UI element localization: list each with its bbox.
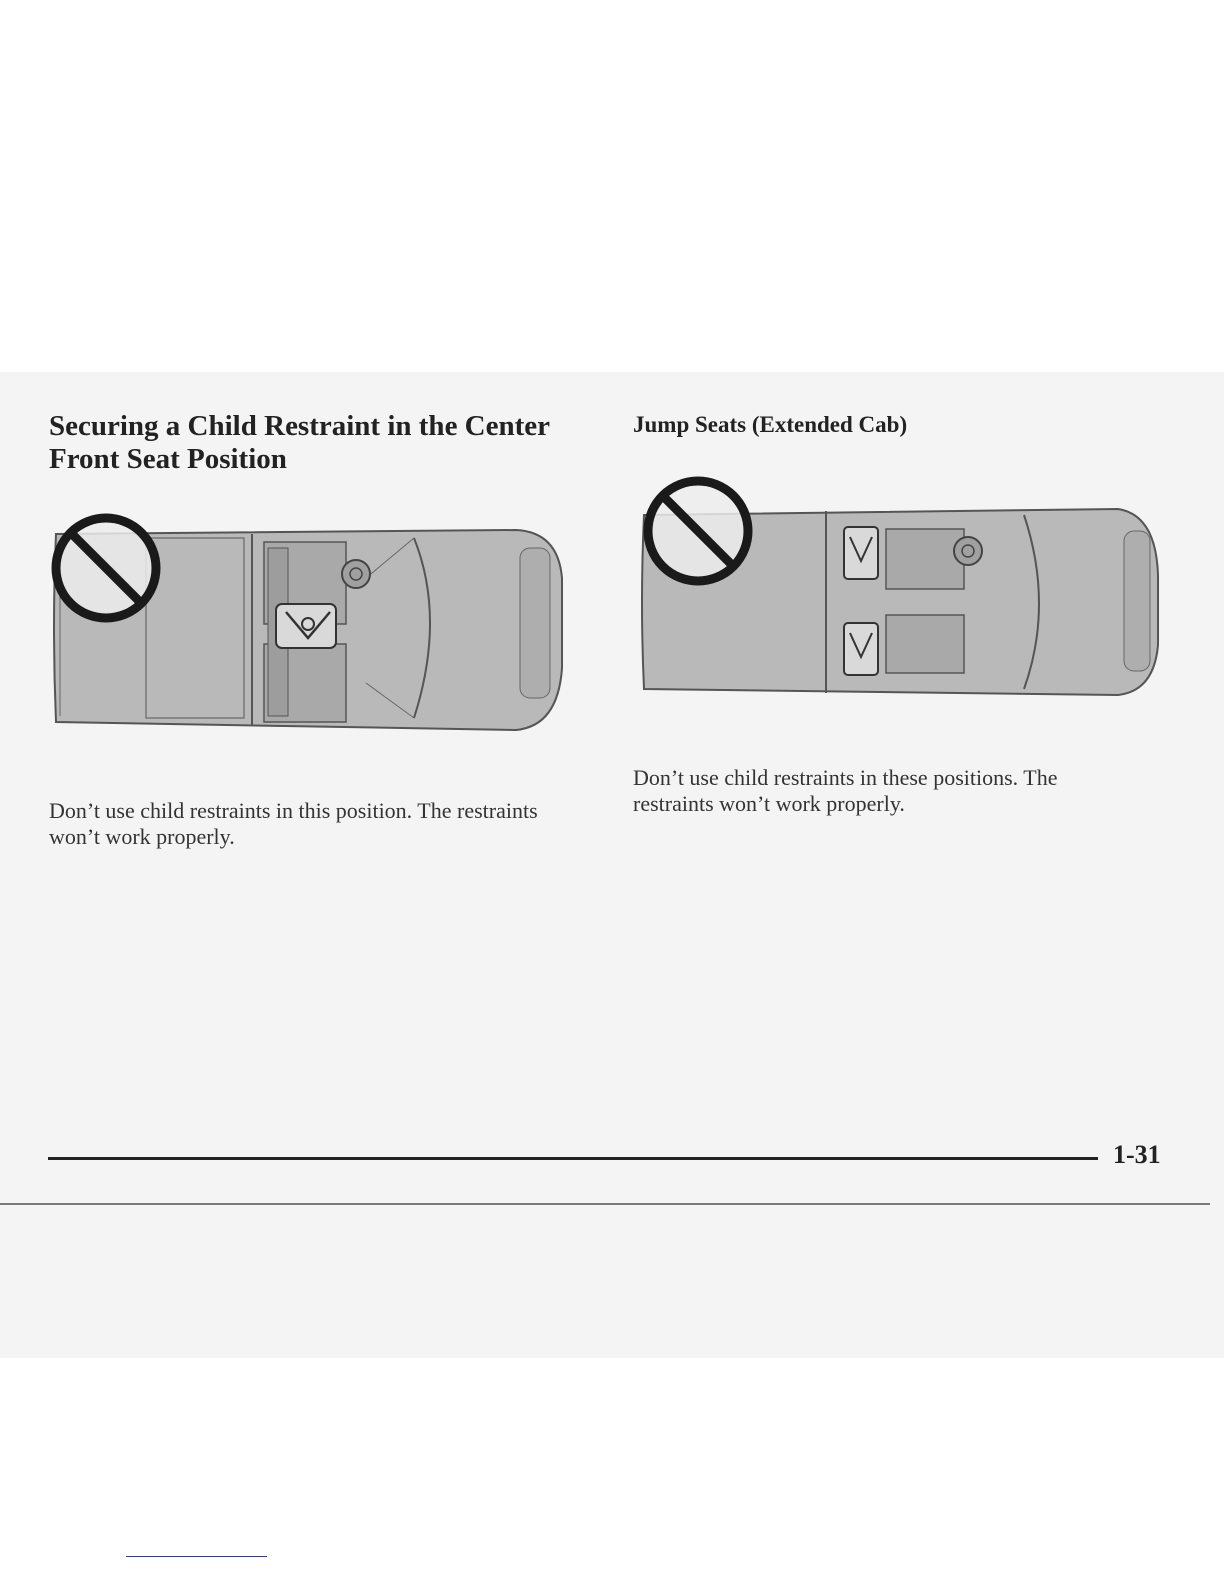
jump-seat-child-seat-upper (844, 527, 878, 579)
jump-seat-child-seat-lower (844, 623, 878, 675)
truck-center-seat-illustration (46, 508, 568, 738)
section-heading-jump-seats: Jump Seats (Extended Cab) (633, 412, 908, 437)
page-number: 1-31 (1113, 1140, 1161, 1169)
prohibited-icon (648, 481, 748, 581)
right-body-text: Don’t use child restraints in these positions. The restraints won’t work properly. (633, 765, 1058, 816)
child-seat-icon (276, 604, 336, 648)
bottom-link-underline (126, 1556, 267, 1557)
left-body-text: Don’t use child restraints in this position. The restraints won’t work properly. (49, 798, 538, 849)
prohibited-icon (56, 518, 156, 618)
truck-jump-seats-illustration (638, 475, 1166, 703)
footer-rule (48, 1157, 1098, 1160)
scan-edge-divider (0, 1203, 1210, 1205)
section-heading-center-seat: Securing a Child Restraint in the Center Front Seat Position (49, 410, 550, 475)
